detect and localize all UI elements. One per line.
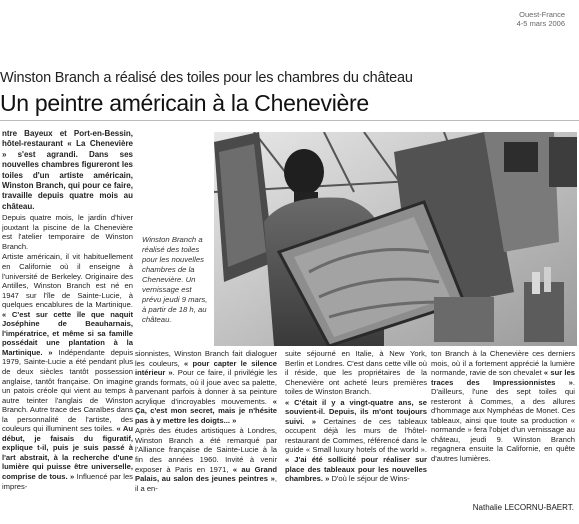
quote: « au Grand Palais, au salon des jeunes peintres » bbox=[135, 464, 277, 484]
headline-divider bbox=[0, 120, 579, 121]
masthead-paper: Ouest-France bbox=[519, 10, 565, 19]
paragraph: ton Branch à la Chenevière ces derniers mois, où il a fortement apprécié la lumière normande, ravie de son chevalet « sur les traces des Impressionnistes ». D'ailleurs, l'une des sept toiles qui resteront à Commes, a des allures d'hommage aux Nymphéas de Monet. Ces tableaux, ainsi que toute sa production « normande » fera l'objet d'un vernissage au château, jeudi 9. Winston Branch regagnera ensuite la Californie, en quête d'autres lumières. bbox=[431, 349, 575, 464]
quote: « C'est sur cette île que naquit Joséphine de Beauharnais, l'impératrice, et même si sa famille possédait une plantation à la Martinique. » bbox=[2, 309, 133, 357]
article-byline: Nathalie LECORNU-BAERT. bbox=[472, 503, 574, 512]
paragraph: Depuis quatre mois, le jardin d'hiver jouxtant la piscine de la Chenevière est l'atelier temporaire de Winston Branch. bbox=[2, 213, 133, 251]
article-column-3 bbox=[285, 349, 427, 521]
article-column-4 bbox=[431, 349, 575, 521]
quote: « Au début, je faisais du figuratif, explique t-il, puis je suis passé à l'art abstrait, à la recherche d'une lumière qui puisse être universelle, comprise de tous. » bbox=[2, 424, 133, 482]
article-column-1 bbox=[2, 129, 133, 517]
paragraph: sionnistes, Winston Branch fait dialoguer les couleurs, « pour capter le silence intérieur ». Pour ce faire, il privilégie les grands formats, où il joue avec sa palette, parvenant parfois à donner à sa peinture acrylique d'incroyables mouvements. « Ça, c'est mon secret, mais je n'hésite pas à y mettre les doigts... » bbox=[135, 349, 277, 425]
paragraph: « C'était il y a vingt-quatre ans, se souvient-il. Depuis, ils m'ont toujours suivi. » Certaines de ces tableaux occupent déjà les murs de l'hôtel-restaurant de Commes, référencé dans le guide « Small luxury hotels of the world ». « J'ai été sollicité pour réaliser sur place des tableaux pour les nouvelles chambres. » D'où le séjour de Wins- bbox=[285, 397, 427, 484]
article-photo bbox=[214, 132, 577, 346]
photo-caption: Winston Branch a réalisé des toiles pour les nouvelles chambres de la Chenevière. Un vernissage est prévu jeudi 9 mars, à partir de 18 h, au château. bbox=[142, 235, 208, 324]
paragraph: Après des études artistiques à Londres, Winston Branch a été remarqué par l'Alliance française de Sainte-Lucie à la fin des années 1960. Invité à venir exposer à Paris en 1971, « au Grand Palais, au salon des jeunes peintres », il a en- bbox=[135, 426, 277, 493]
quote: « Ça, c'est mon secret, mais je n'hésite pas à y mettre les doigts... » bbox=[135, 396, 277, 425]
quote: « sur les traces des Impressionnistes » bbox=[431, 368, 575, 387]
quote: « J'ai été sollicité pour réaliser sur place des tableaux pour les nouvelles chambres. » bbox=[285, 455, 427, 484]
article-kicker: Winston Branch a réalisé des toiles pour les chambres du château bbox=[0, 70, 413, 86]
quote: « pour capter le silence intérieur » bbox=[135, 358, 277, 378]
article-column-2 bbox=[135, 349, 277, 521]
quote: « C'était il y a vingt-quatre ans, se souvient-il. Depuis, ils m'ont toujours suivi. » bbox=[285, 397, 427, 426]
paragraph: Artiste américain, il vit habituellement en Californie où il enseigne à l'université de Berkeley. Originaire des Antilles, Winston Branch est né en 1947 sur l'île de Sainte-Lucie, à quelques encablures de la Martinique. « C'est sur cette île que naquit Joséphine de Beauharnais, l'impératrice, et même si sa famille possédait une plantation à la Martinique. » Indépendante depuis 1979, Sainte-Lucie a été pendant plus de deux siècles tantôt possession anglaise, tantôt française. On imagine un patois créole qui vient au temps à autre teinter l'anglais de Winston Branch. Autre trace des Caraïbes dans la personnalité de l'artiste, des couleurs qui illuminent ses toiles. « Au début, je faisais du figuratif, explique t-il, puis je suis passé à l'art abstrait, à la recherche d'une lumière qui puisse être universelle, comprise de tous. » Influencé par les impres- bbox=[2, 252, 133, 491]
masthead bbox=[517, 10, 565, 28]
article-headline: Un peintre américain à la Chenevière bbox=[0, 90, 369, 116]
paragraph: suite séjourné en Italie, à New York, Berlin et Londres. C'est dans cette ville où il réside, que les propriétaires de la Chenevière ont acheté leurs premières toiles de Winston Branch. bbox=[285, 349, 427, 397]
article-lead: ntre Bayeux et Port-en-Bessin, hôtel-restaurant « La Chenevière » s'est agrandi. Dans ses nouvelles chambres figureront les toiles d'un artiste américain, Winston Branch, qui pour ce faire, travaille depuis quatre mois au château. bbox=[2, 129, 133, 211]
masthead-date: 4-5 mars 2006 bbox=[516, 19, 565, 28]
